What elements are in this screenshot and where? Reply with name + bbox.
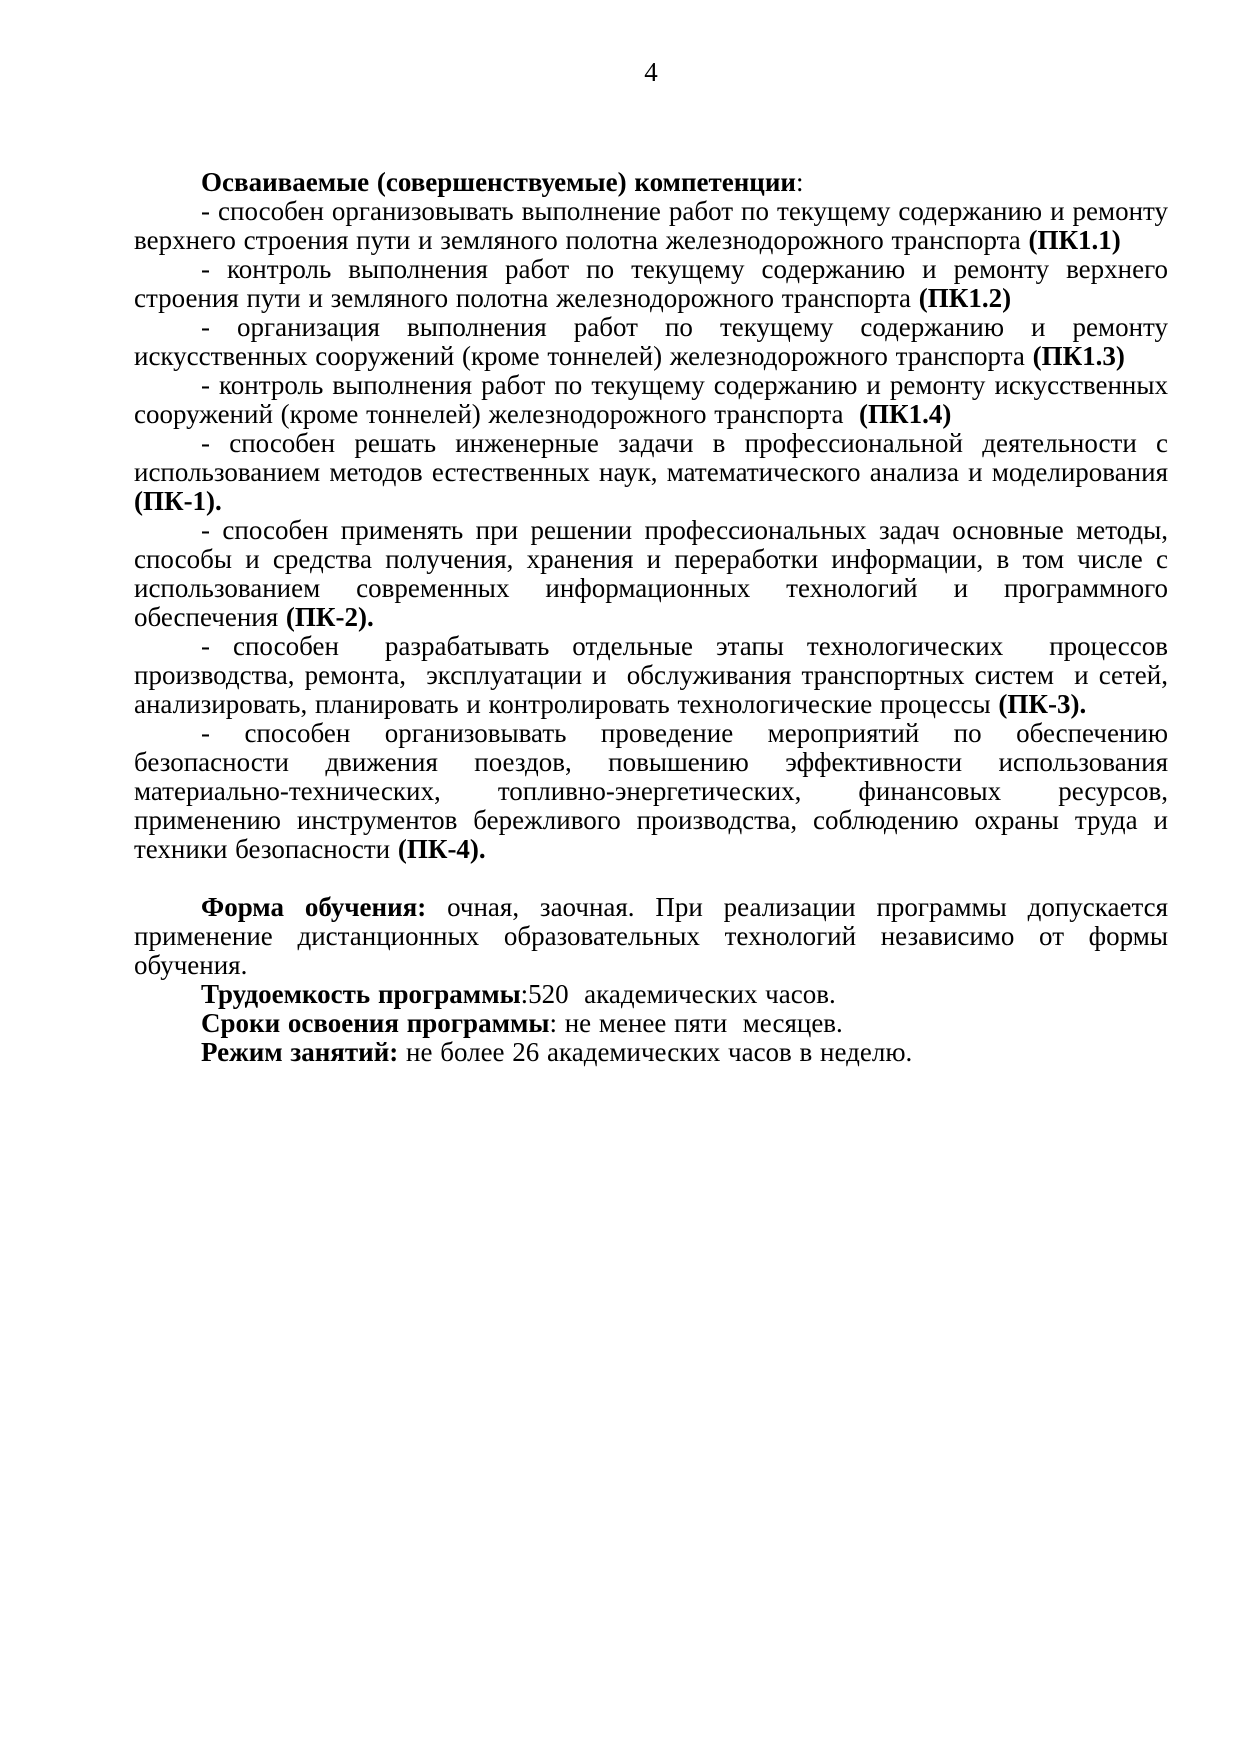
bold-text-run: (ПК1.4) bbox=[859, 399, 952, 429]
competency-pk1-2 bbox=[134, 254, 1176, 313]
program-workload bbox=[134, 980, 1168, 1009]
competency-pk-1 bbox=[134, 428, 1176, 516]
bold-text-run: Сроки освоения программы bbox=[201, 1008, 550, 1038]
bold-text-run: Трудоемкость программы bbox=[201, 979, 521, 1009]
text-run: - способен организовывать проведение мероприятий по обеспечению безопасности движения поездов, повышению эффективности использования материально-технических, топливно-энергетических, финансовых ресурсов, применению инструментов бережливого производства, соблюдению охраны труда и техники безопасности bbox=[134, 718, 1176, 864]
text-run: : не менее пяти месяцев. bbox=[549, 1008, 843, 1038]
text-run: - организация выполнения работ по текущему содержанию и ремонту искусственных сооружений (кроме тоннелей) железнодорожного транспорта bbox=[134, 312, 1176, 371]
bold-text-run: (ПК-2). bbox=[285, 602, 374, 632]
bold-text-run: (ПК1.3) bbox=[1032, 341, 1125, 371]
class-schedule bbox=[134, 1038, 1168, 1067]
bold-text-run: (ПК1.1) bbox=[1028, 225, 1121, 255]
page-number: 4 bbox=[644, 57, 658, 87]
competency-pk-3 bbox=[134, 631, 1176, 719]
competency-pk-2 bbox=[134, 515, 1176, 632]
bold-text-run: Режим занятий: bbox=[201, 1037, 399, 1067]
spacer bbox=[134, 864, 1168, 893]
heading-competencies bbox=[134, 168, 1168, 197]
text-run: - способен разрабатывать отдельные этапы технологических процессов производства, ремонта, эксплуатации и обслуживания транспортных систем и сетей, анализировать, планировать и контролировать технологические процессы bbox=[134, 631, 1176, 719]
text-run: - способен применять при решении профессиональных задач основные методы, способы и средства получения, хранения и переработки информации, в том числе с использованием современных информационных технологий и программного обеспечения bbox=[134, 515, 1176, 632]
text-run: не более 26 академических часов в неделю. bbox=[398, 1037, 913, 1067]
competency-pk1-4 bbox=[134, 370, 1176, 429]
competency-pk1-1 bbox=[134, 196, 1176, 255]
text-run: - способен решать инженерные задачи в профессиональной деятельности с использованием методов естественных наук, математического анализа и моделирования bbox=[134, 428, 1176, 487]
bold-text-run: (ПК-3). bbox=[998, 689, 1087, 719]
program-duration bbox=[134, 1009, 1168, 1038]
bold-text-run: Осваиваемые (совершенствуемые) компетенции bbox=[201, 167, 796, 197]
bold-text-run: (ПК-4). bbox=[397, 834, 486, 864]
document-body bbox=[134, 167, 1176, 1067]
bold-text-run: (ПК-1). bbox=[134, 486, 222, 516]
text-run: - способен организовывать выполнение работ по текущему содержанию и ремонту верхнего строения пути и земляного полотна железнодорожного транспорта bbox=[134, 196, 1176, 255]
text-run: :520 академических часов. bbox=[520, 979, 836, 1009]
form-of-study bbox=[134, 892, 1176, 980]
bold-text-run: Форма обучения: bbox=[201, 892, 427, 922]
page-content bbox=[134, 57, 1176, 1067]
text-run: : bbox=[795, 167, 804, 197]
bold-text-run: (ПК1.2) bbox=[918, 283, 1012, 313]
competency-pk1-3 bbox=[134, 312, 1176, 371]
competency-pk-4 bbox=[134, 718, 1176, 864]
text-run: - контроль выполнения работ по текущему содержанию и ремонту верхнего строения пути и земляного полотна железнодорожного транспорта bbox=[134, 254, 1176, 313]
text-run: - контроль выполнения работ по текущему содержанию и ремонту искусственных сооружений (кроме тоннелей) железнодорожного транспорта bbox=[134, 370, 1176, 429]
text-run: очная, заочная. При реализации программы допускается применение дистанционных образовательных технологий независимо от формы обучения. bbox=[134, 892, 1176, 980]
